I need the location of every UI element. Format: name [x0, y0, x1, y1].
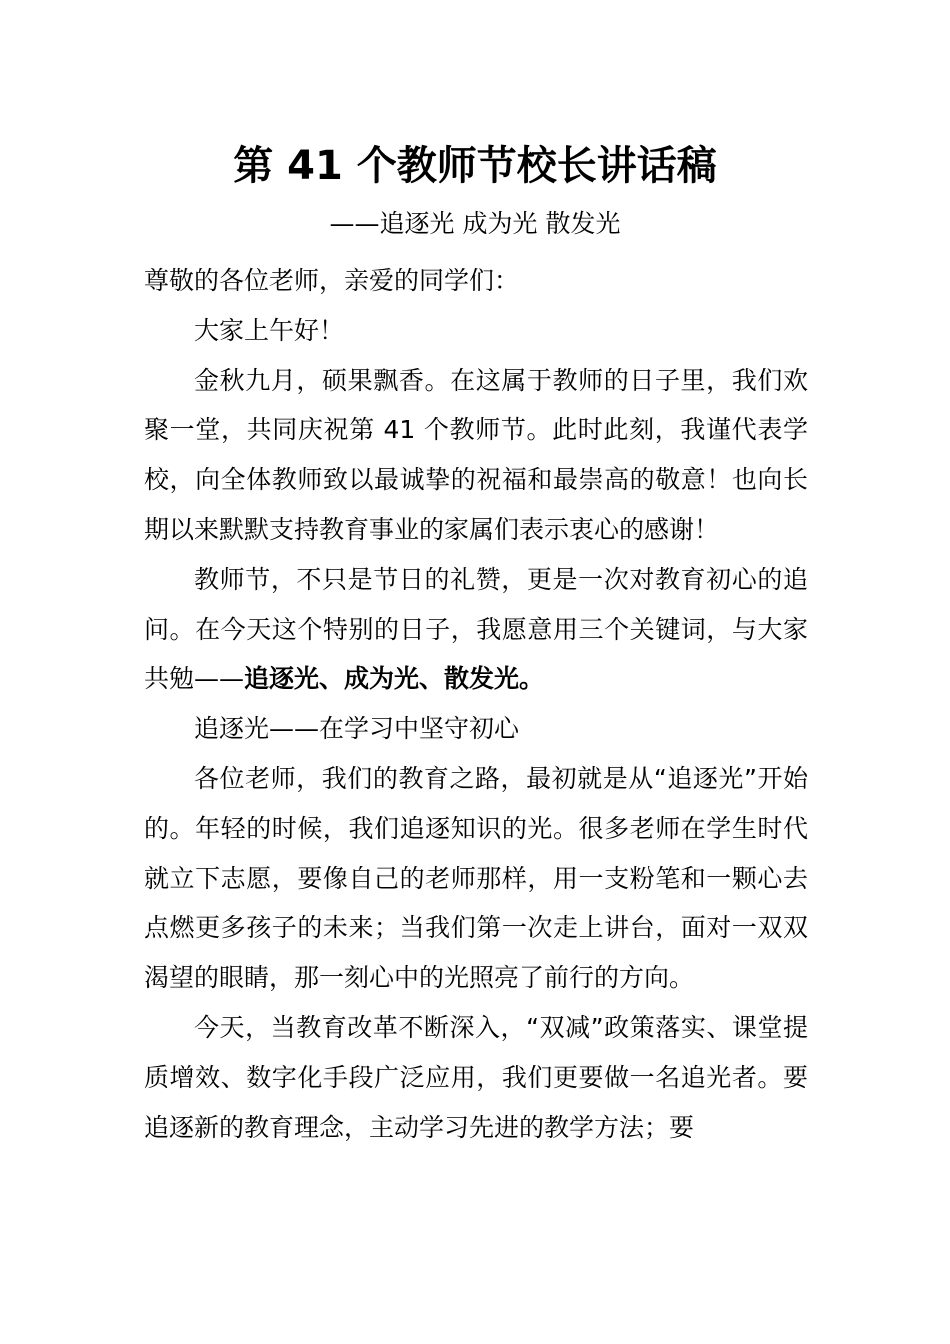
document-subtitle: ——追逐光 成为光 散发光	[329, 209, 621, 238]
document-title: 第 41 个教师节校长讲话稿	[233, 143, 717, 189]
document-body	[144, 256, 808, 1152]
greeting: 大家上午好！	[194, 315, 345, 345]
keywords-emphasis: 追逐光、成为光、散发光。	[244, 664, 545, 694]
paragraph-2	[144, 555, 808, 704]
paragraph-1: 金秋九月，硕果飘香。在这属于教师的日子里，我们欢聚一堂，共同庆祝第 41 个教师节。此时此刻，我谨代表学校，向全体教师致以最诚挚的祝福和最崇高的敬意！也向长期以来默默支持教育事业的家属们表示衷心的感谢！	[144, 365, 808, 544]
paragraph-2-text: 教师节，不只是节日的礼赞，更是一次对教育初心的追问。在今天这个特别的日子，我愿意用三个关键词，与大家共勉——	[144, 564, 808, 694]
section-heading-1: 追逐光——在学习中坚守初心	[194, 714, 520, 744]
salutation: 尊敬的各位老师，亲爱的同学们：	[144, 266, 520, 295]
paragraph-3: 各位老师，我们的教育之路，最初就是从“追逐光”开始的。年轻的时候，我们追逐知识的光。很多老师在学生时代就立下志愿，要像自己的老师那样，用一支粉笔和一颗心去点燃更多孩子的未来；当我们第一次走上讲台，面对一双双渴望的眼睛，那一刻心中的光照亮了前行的方向。	[144, 763, 808, 993]
paragraph-4: 今天，当教育改革不断深入，“双减”政策落实、课堂提质增效、数字化手段广泛应用，我们更要做一名追光者。要追逐新的教育理念，主动学习先进的教学方法；要	[144, 1012, 808, 1142]
